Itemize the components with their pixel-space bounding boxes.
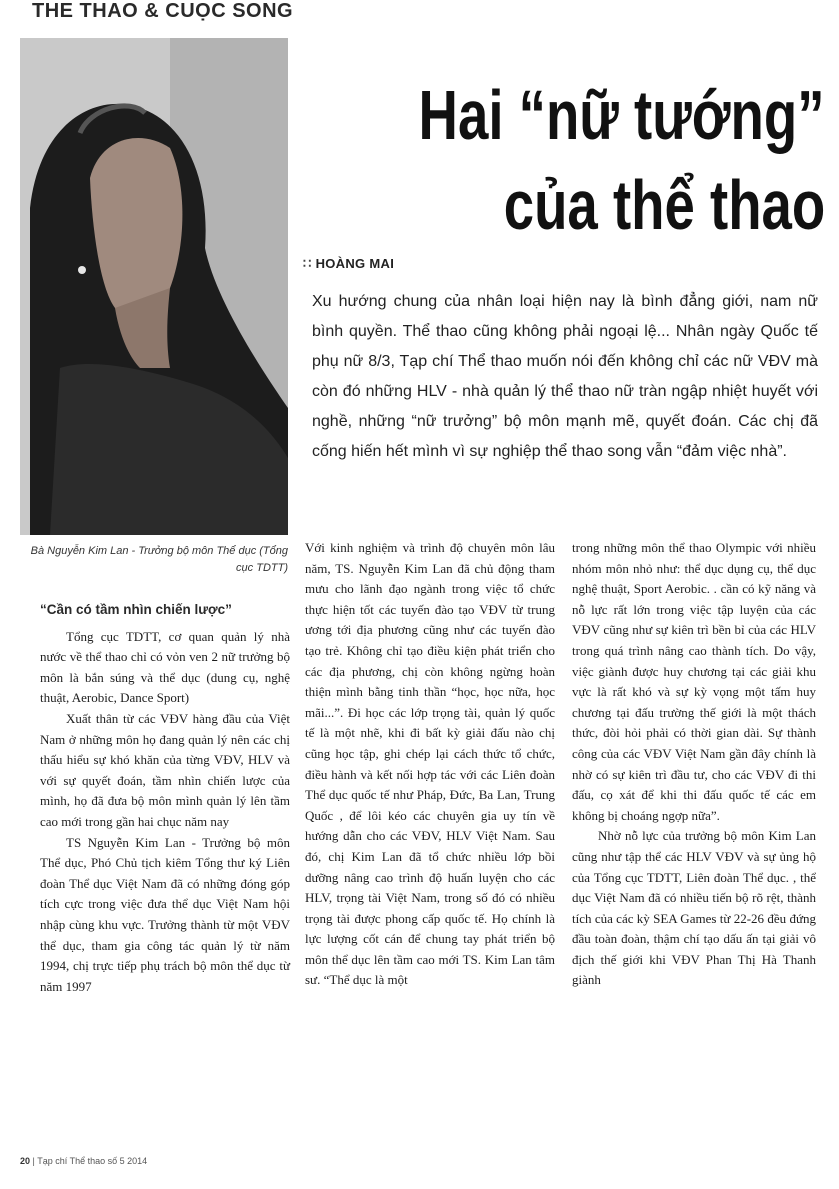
headline-line-1: Hai “nữ tướng” xyxy=(418,76,825,154)
article-paragraph: TS Nguyễn Kim Lan - Trưởng bộ môn Thể dục, Phó Chủ tịch kiêm Tổng thư ký Liên đoàn Thể dục Việt Nam đã có những đóng góp tích cực trong việc đưa thể dục Việt Nam hội nhập cùng khu vực. Trưởng thành từ một VĐV thể dục, tham gia công tác quản lý từ năm 1994, chị trực tiếp phụ trách bộ môn thể dục từ năm 1997 xyxy=(40,834,290,994)
article-paragraph: Tổng cục TDTT, cơ quan quản lý nhà nước về thể thao chỉ có vỏn ven 2 nữ trưởng bộ môn là bắn súng và thể dục (dung cụ, nghệ thuật, Aerobic, Dance Sport) xyxy=(40,628,290,706)
article-column-3 xyxy=(572,538,816,991)
byline-mark: ∷ xyxy=(303,256,312,271)
page-number: 20 xyxy=(20,1156,31,1166)
headline-line-2: của thể thao xyxy=(503,166,825,244)
article-paragraph: Xuất thân từ các VĐV hàng đầu của Việt Nam ở những môn họ đang quản lý nên các chị thấu hiểu sự khó khăn của từng VĐV, HLV và với sự quyết đoán, tầm nhìn chiến lược của mình, họ đã đưa bộ môn mình quản lý lên tầm cao mới trong gần hai chục năm nay xyxy=(40,710,290,829)
article-paragraph: Với kinh nghiệm và trình độ chuyên môn lâu năm, TS. Nguyễn Kim Lan đã chủ động tham mưu cho lãnh đạo ngành trong việc tổ chức thực hiện tốt các tuyến đào tạo VĐV từ trung ương tới địa phương cũng như các tuyến đào tạo trẻ. Không chỉ tạo điều kiện phát triển cho các địa phương, chị còn không ngừng hoàn thiện mình bằng tinh thần “học, học nữa, học mãi...”. Đi học các lớp trọng tài, quản lý quốc tế là một nhẽ, khi đi bất kỳ giải đấu nào chị cũng học tập, ghi chép lại cách thức tổ chức, điều hành và kết nối hợp tác với các Liên đoàn Thể dục quốc tế như Pháp, Đức, Ba Lan, Trung Quốc , để lôi kéo các chuyên gia uy tín về hướng dẫn cho các VĐV, HLV Việt Nam. Sau đó, chị Kim Lan đã tổ chức nhiều lớp bồi dưỡng nâng cao trình độ huấn luyện cho các HLV, trọng tài Việt Nam, trong số đó có nhiều trọng tài được phong cấp quốc tế. Họ chính là lực lượng cốt cán để chung tay phát triển bộ môn thể dục lên tầm cao mới TS. Kim Lan tâm sư. “Thể dục là một xyxy=(305,540,555,988)
section-header: THE THAO & CUỌC SONG xyxy=(32,0,294,22)
byline-author: HOÀNG MAI xyxy=(315,256,395,271)
portrait-illustration xyxy=(20,38,288,535)
page-footer xyxy=(20,1156,147,1166)
byline xyxy=(303,256,394,272)
article-column-1 xyxy=(40,600,290,997)
article-paragraph: trong những môn thể thao Olympic với nhiều nhóm môn nhỏ như: thể dục dụng cụ, thể dục nghệ thuật, Sport Aerobic. . cần có kỹ năng và nỗ lực rất lớn trong việc tập luyện của các VĐV cũng như sự kiên trì bền bỉ của các HLV trong quá trình nâng cao thành tích. Do vậy, việc giành được huy chương tại các giải khu vực là rất khó và sự kỳ vọng một tấm huy chương tại đấu trường thế giới là một thách thức, đòi hỏi phải có thời gian dài. Sự thành công của các VĐV Việt Nam gần đây chính là nhờ có sự kiên trì đầu tư, cho các VĐV đi thi đấu, cọ xát để khi thi đấu quốc tế các em không bị choáng ngợp nữa”. xyxy=(572,540,816,823)
lead-paragraph: Xu hướng chung của nhân loại hiện nay là bình đẳng giới, nam nữ bình quyền. Thể thao cũng không phải ngoại lệ... Nhân ngày Quốc tế phụ nữ 8/3, Tạp chí Thể thao muốn nói đến không chỉ các nữ VĐV mà còn đó những HLV - nhà quản lý thể thao nữ tràn ngập nhiệt huyết với nghề, những “nữ trưởng” bộ môn mạnh mẽ, quyết đoán. Các chị đã cống hiến hết mình vì sự nghiệp thể thao song vẫn “đảm việc nhà”. xyxy=(312,293,818,460)
article-subhead: “Cần có tầm nhìn chiến lược” xyxy=(40,602,232,617)
photo-caption: Bà Nguyễn Kim Lan - Trưởng bộ môn Thể dục (Tổng cục TDTT) xyxy=(30,545,288,574)
article-column-2 xyxy=(305,538,555,991)
portrait-photo xyxy=(20,38,288,535)
article-paragraph: Nhờ nỗ lực của trưởng bộ môn Kim Lan cũng như tập thể các HLV VĐV và sự ủng hộ của Tổng cục TDTT, Liên đoàn Thể dục. , thể dục Việt Nam đã có nhiều tiến bộ rõ rệt, thành tích của các kỳ SEA Games từ 22-26 đều đứng đầu toàn đoàn, thậm chí tạo dấu ấn tại giải vô địch thế giới khi VĐV Phan Thị Hà Thanh giành xyxy=(572,828,816,988)
footer-separator: | xyxy=(32,1156,38,1166)
publication-name: Tạp chí Thể thao số 5 2014 xyxy=(37,1156,148,1166)
